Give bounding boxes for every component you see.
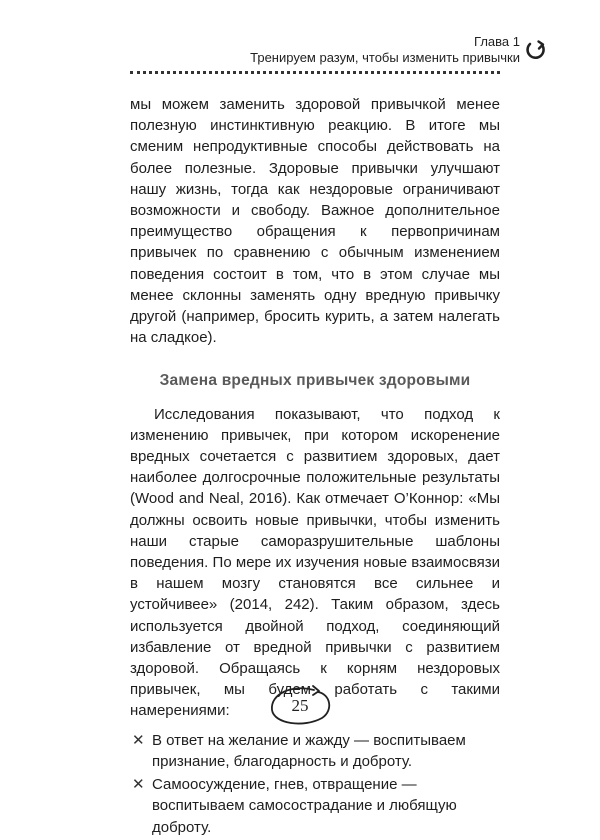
list-item-text: В ответ на желание и жажду — воспитываем признание, благодарность и доброту. xyxy=(152,731,466,770)
cross-icon: ✕ xyxy=(132,731,145,749)
paragraph-continued: мы можем заменить здоровой привычкой менее полезную инстинктивную реакцию. В итоге мы сменим непродуктивные способы действовать на более полезные. Здоровые привычки улучшают нашу жизнь, тогда как нездоровые ограничивают возможности и свободу. Важное дополнительное преимущество обращения к первопричинам привычек по сравнению с обычным изменением поведения состоит в том, что в этом случае мы менее склонны заменять одну вредную привычку другой (например, бросить курить, а затем налегать на сладкое). xyxy=(130,96,500,347)
intention-list xyxy=(130,730,500,838)
paragraph-research: Исследования показывают, что подход к изменению привычек, при котором искоренение вредных сочетается с развитием здоровых, дает наиболее долгосрочные положительные результаты (Wood and Neal, 2016). Как отмечает О’Коннор: «Мы должны освоить новые привычки, чтобы изменить наши старые саморазрушительные шаблоны поведения. По мере их изучения новые взаимосвязи в нашем мозгу становятся все сильнее и устойчивее» (2014, 242). Таким образом, здесь используется двойной подход, соединяющий избавление от вредной привычки с развитием здоровой. Обращаясь к корням нездоровых привычек, мы будем работать с такими намерениями: xyxy=(130,405,500,720)
running-header xyxy=(250,34,520,66)
chapter-label: Глава 1 xyxy=(474,34,520,49)
cross-icon: ✕ xyxy=(132,776,145,794)
circular-arrow-icon xyxy=(524,38,548,62)
page-number: 25 xyxy=(291,696,309,715)
header-divider xyxy=(130,71,500,74)
list-item-text: Самоосуждение, гнев, отвращение — воспитываем самосострадание и любящую доброту. xyxy=(152,776,457,836)
list-item xyxy=(130,730,500,772)
section-heading: Замена вредных привычек здоровыми xyxy=(159,372,471,390)
list-item xyxy=(130,774,500,838)
chapter-subtitle: Тренируем разум, чтобы изменить привычки xyxy=(250,50,520,65)
page-number-badge xyxy=(264,682,336,730)
